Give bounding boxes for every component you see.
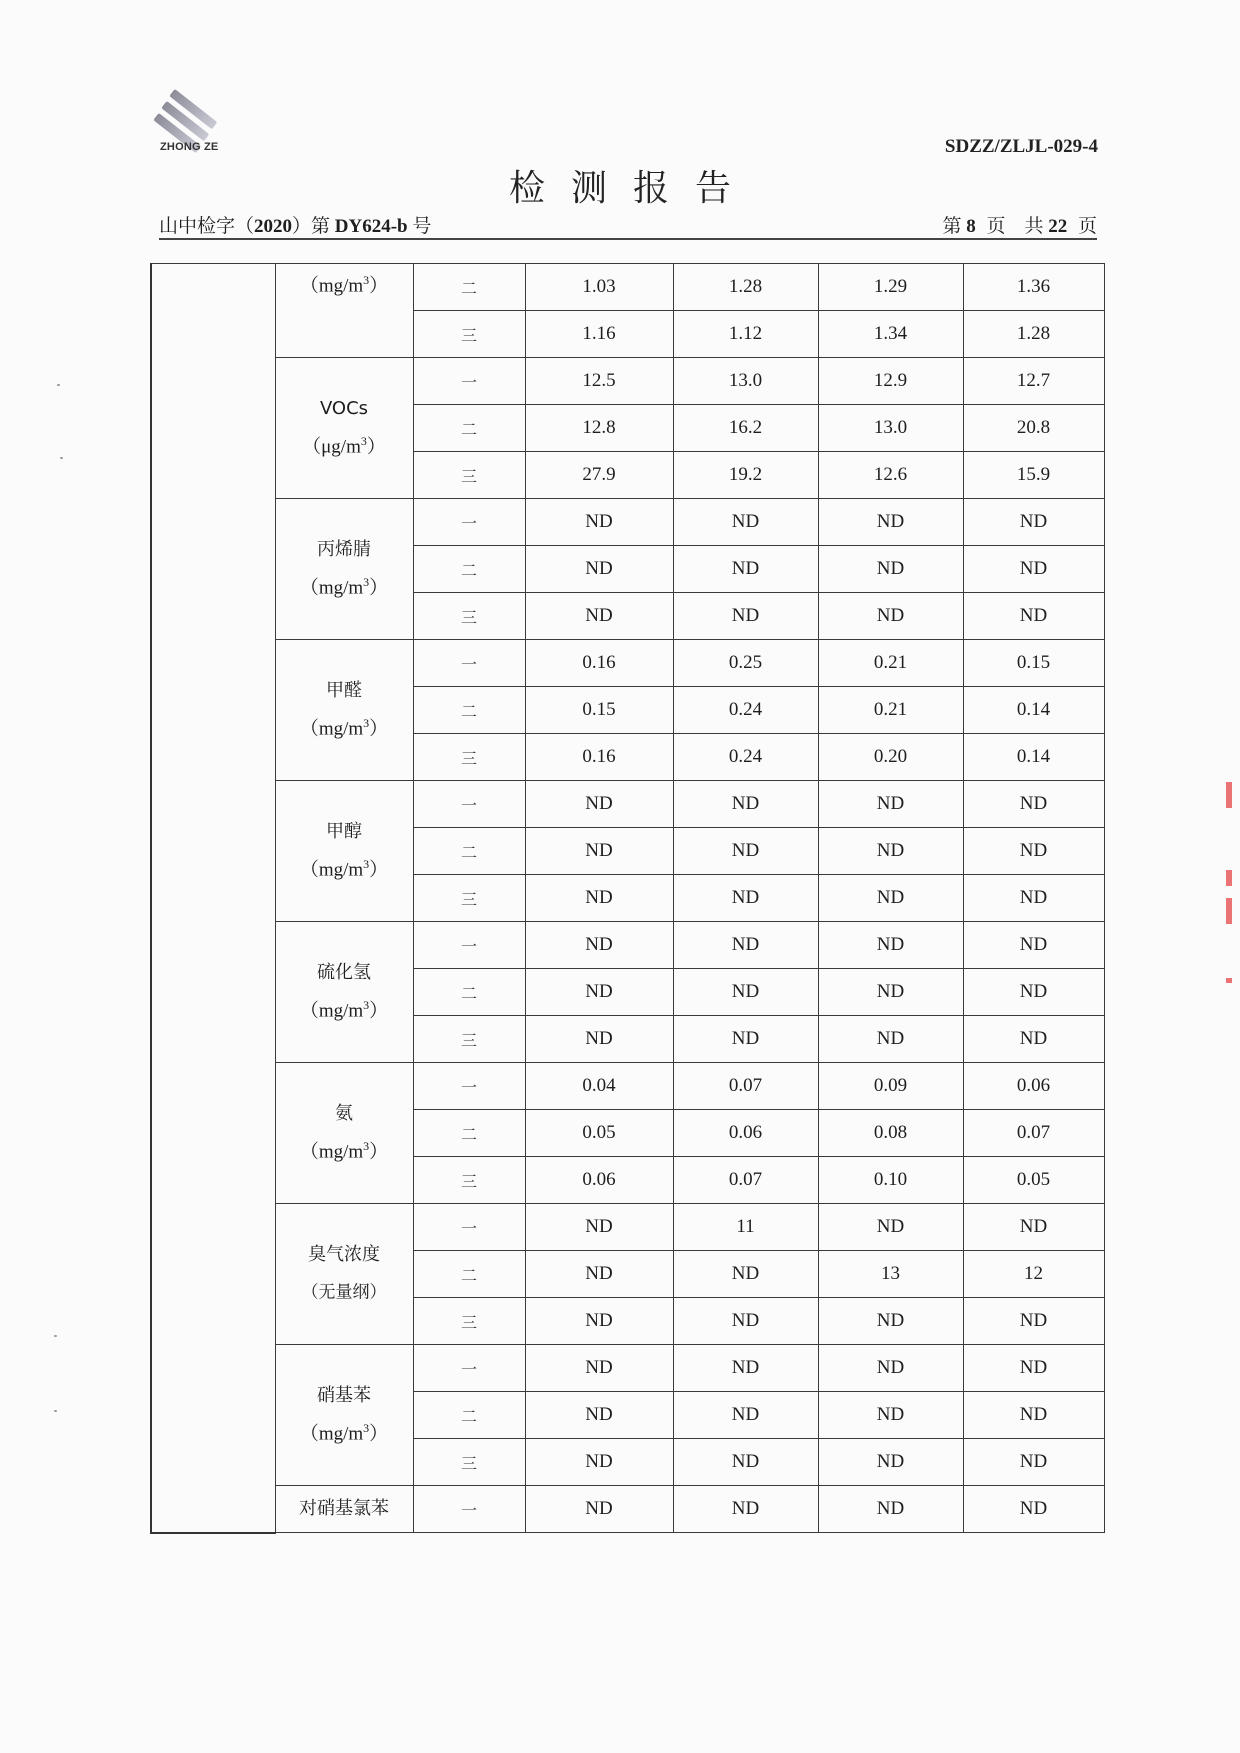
result-value: 12.8 (525, 405, 673, 452)
item-unit (276, 264, 413, 302)
page-label-mid: 页 共 (986, 216, 1044, 237)
table-row (151, 781, 1104, 828)
result-value: ND (818, 969, 963, 1016)
seal-edge-mark (1226, 898, 1232, 924)
page-current: 8 (966, 216, 976, 237)
result-value: ND (525, 1486, 673, 1533)
result-value: ND (963, 1204, 1104, 1251)
report-no-prefix: 山中检字（ (159, 216, 255, 237)
unit-superscript: 3 (363, 273, 370, 287)
result-value: ND (818, 1439, 963, 1486)
result-value: ND (963, 969, 1104, 1016)
table-row (151, 640, 1104, 687)
result-value: ND (525, 922, 673, 969)
table-row (151, 922, 1104, 969)
result-value: ND (963, 1345, 1104, 1392)
result-value: 0.06 (673, 1110, 818, 1157)
result-value: 0.07 (673, 1157, 818, 1204)
result-value: ND (818, 922, 963, 969)
unit-close: ） (366, 436, 386, 458)
result-value: ND (525, 875, 673, 922)
unit-superscript: 3 (363, 997, 370, 1012)
item-cell (275, 499, 413, 640)
sample-sequence: 二 (413, 687, 525, 734)
page-info (936, 211, 1097, 238)
scan-speck (54, 1410, 57, 1412)
result-value: 11 (673, 1204, 818, 1251)
item-cell (275, 1486, 413, 1533)
result-value: 0.16 (525, 734, 673, 781)
result-value: 19.2 (673, 452, 818, 499)
sample-sequence: 二 (413, 1110, 525, 1157)
item-unit (276, 1130, 413, 1168)
result-value: 1.28 (673, 264, 818, 311)
result-value: ND (673, 593, 818, 640)
result-value: ND (673, 1392, 818, 1439)
item-unit (276, 1271, 413, 1309)
sample-sequence: 一 (413, 1204, 525, 1251)
unit-base: （无量纲） (301, 1282, 387, 1303)
result-value: ND (673, 969, 818, 1016)
table-row (151, 1063, 1104, 1110)
item-name: 臭气浓度 (308, 1244, 380, 1266)
unit-close: ） (369, 577, 389, 599)
result-value: ND (673, 828, 818, 875)
item-name: VOCs (319, 397, 369, 419)
result-value: 0.14 (963, 687, 1104, 734)
result-value: ND (525, 1016, 673, 1063)
unit-base: （mg/m (299, 1141, 364, 1163)
result-value: ND (818, 1298, 963, 1345)
result-value: 1.03 (525, 264, 673, 311)
result-value: ND (963, 1439, 1104, 1486)
scan-speck (54, 1335, 57, 1337)
scan-speck (60, 457, 63, 459)
sample-sequence: 三 (413, 734, 525, 781)
sample-sequence: 一 (413, 358, 525, 405)
item-unit (276, 566, 413, 604)
report-header-row (159, 208, 1097, 240)
result-value: ND (525, 781, 673, 828)
result-value: 0.15 (525, 687, 673, 734)
item-cell (275, 264, 413, 358)
item-unit (276, 989, 413, 1027)
sample-sequence: 三 (413, 1016, 525, 1063)
result-value: ND (963, 546, 1104, 593)
result-value: 0.15 (963, 640, 1104, 687)
logo-text: ZHONG ZE (160, 141, 219, 153)
sample-sequence: 一 (413, 922, 525, 969)
result-value: ND (525, 546, 673, 593)
result-value: ND (818, 1392, 963, 1439)
sample-sequence: 一 (413, 499, 525, 546)
result-value: 12.5 (525, 358, 673, 405)
results-table (150, 263, 1105, 1534)
result-value: 0.21 (818, 640, 963, 687)
result-value: 0.08 (818, 1110, 963, 1157)
result-value: ND (525, 499, 673, 546)
result-value: ND (673, 1345, 818, 1392)
sample-sequence: 三 (413, 1157, 525, 1204)
result-value: 0.06 (963, 1063, 1104, 1110)
unit-base: （mg/m (299, 1423, 364, 1445)
unit-close: ） (369, 1000, 389, 1022)
result-value: 1.36 (963, 264, 1104, 311)
result-value: ND (525, 593, 673, 640)
report-number (159, 211, 431, 238)
sample-sequence: 二 (413, 1392, 525, 1439)
unit-superscript: 3 (363, 1138, 370, 1153)
result-value: ND (963, 1392, 1104, 1439)
item-name: 硝基苯 (317, 1384, 371, 1406)
unit-base: （mg/m (299, 718, 364, 740)
result-value: 0.16 (525, 640, 673, 687)
sample-sequence: 三 (413, 1439, 525, 1486)
result-value: 0.07 (673, 1063, 818, 1110)
result-value: ND (963, 828, 1104, 875)
result-value: 1.12 (673, 311, 818, 358)
result-value: 27.9 (525, 452, 673, 499)
page-label-pre: 第 (942, 216, 962, 237)
result-value: ND (963, 499, 1104, 546)
result-value: ND (818, 1016, 963, 1063)
result-value: ND (818, 1345, 963, 1392)
result-value: ND (673, 499, 818, 546)
unit-superscript: 3 (363, 856, 370, 871)
page-label-post: 页 (1077, 216, 1097, 237)
result-value: ND (525, 828, 673, 875)
unit-base: （mg/m (299, 1000, 364, 1022)
result-value: 20.8 (963, 405, 1104, 452)
item-cell (275, 640, 413, 781)
unit-base: （mg/m (299, 275, 364, 297)
item-unit (276, 848, 413, 886)
item-cell (275, 781, 413, 922)
result-value: ND (818, 1486, 963, 1533)
result-value: ND (525, 1298, 673, 1345)
sample-sequence: 三 (413, 1298, 525, 1345)
item-cell (275, 922, 413, 1063)
sample-sequence: 一 (413, 1345, 525, 1392)
unit-superscript: 3 (363, 574, 370, 589)
unit-close: ） (369, 1141, 389, 1163)
result-value: ND (673, 1486, 818, 1533)
sample-sequence: 三 (413, 593, 525, 640)
result-value: ND (963, 781, 1104, 828)
unit-close: ） (369, 859, 389, 881)
result-value: ND (673, 1298, 818, 1345)
report-no-mid: ）第 (292, 216, 335, 237)
page-total: 22 (1048, 216, 1068, 237)
result-value: ND (525, 1392, 673, 1439)
sample-sequence: 二 (413, 969, 525, 1016)
result-value: ND (818, 875, 963, 922)
result-value: 12.9 (818, 358, 963, 405)
result-value: ND (525, 1439, 673, 1486)
sample-sequence: 三 (413, 311, 525, 358)
result-value: ND (963, 1298, 1104, 1345)
page-title: 检测报告 (508, 168, 757, 209)
unit-superscript: 3 (360, 433, 367, 448)
result-value: ND (818, 593, 963, 640)
table-row (151, 1486, 1104, 1533)
unit-base: （μg/m (302, 436, 361, 458)
unit-close: ） (369, 718, 389, 740)
result-value: 0.07 (963, 1110, 1104, 1157)
sample-sequence: 一 (413, 1486, 525, 1533)
sample-sequence: 二 (413, 828, 525, 875)
sample-sequence: 三 (413, 875, 525, 922)
result-value: 12.6 (818, 452, 963, 499)
result-value: 0.25 (673, 640, 818, 687)
seal-edge-mark (1226, 870, 1232, 886)
result-value: 1.16 (525, 311, 673, 358)
report-id: DY624-b (334, 216, 408, 237)
item-name: 硫化氢 (317, 961, 371, 983)
document-code: SDZZ/ZLJL-029-4 (944, 136, 1098, 157)
sample-sequence: 二 (413, 405, 525, 452)
table-row (151, 358, 1104, 405)
table-row (151, 1345, 1104, 1392)
result-value: 0.09 (818, 1063, 963, 1110)
result-value: ND (963, 593, 1104, 640)
result-value: 13.0 (818, 405, 963, 452)
result-value: ND (818, 1204, 963, 1251)
seal-edge-mark (1226, 782, 1232, 808)
unit-base: （mg/m (299, 859, 364, 881)
result-value: ND (525, 1345, 673, 1392)
sample-sequence: 一 (413, 640, 525, 687)
result-value: 12.7 (963, 358, 1104, 405)
sample-sequence: 二 (413, 546, 525, 593)
result-value: 0.05 (963, 1157, 1104, 1204)
scan-speck (57, 384, 60, 386)
table-row (151, 1204, 1104, 1251)
result-value: ND (963, 1016, 1104, 1063)
result-value: 0.04 (525, 1063, 673, 1110)
item-unit (276, 1412, 413, 1450)
result-value: 0.10 (818, 1157, 963, 1204)
result-value: 12 (963, 1251, 1104, 1298)
result-value: 0.14 (963, 734, 1104, 781)
result-value: ND (673, 922, 818, 969)
unit-superscript: 3 (363, 1420, 370, 1435)
item-unit (276, 707, 413, 745)
result-value: ND (818, 828, 963, 875)
item-name: 氨 (335, 1102, 353, 1124)
item-cell (275, 358, 413, 499)
sample-sequence: 一 (413, 1063, 525, 1110)
result-value: 13.0 (673, 358, 818, 405)
sample-sequence: 一 (413, 781, 525, 828)
result-value: 1.29 (818, 264, 963, 311)
result-value: ND (673, 1016, 818, 1063)
unit-base: （mg/m (299, 577, 364, 599)
sample-sequence: 三 (413, 452, 525, 499)
result-value: ND (525, 1251, 673, 1298)
sample-sequence: 二 (413, 1251, 525, 1298)
unit-superscript: 3 (363, 715, 370, 730)
table-row (151, 499, 1104, 546)
result-value: ND (673, 781, 818, 828)
item-unit (276, 425, 413, 463)
report-no-suffix: 号 (407, 216, 432, 237)
result-value: ND (818, 546, 963, 593)
item-name: 对硝基氯苯 (299, 1498, 389, 1519)
category-cell (151, 264, 275, 1533)
item-name: 丙烯腈 (317, 538, 371, 560)
unit-close: ） (369, 275, 389, 297)
result-value: 0.24 (673, 734, 818, 781)
report-year: 2020 (254, 216, 293, 237)
result-value: 16.2 (673, 405, 818, 452)
result-value: ND (673, 1439, 818, 1486)
item-cell (275, 1204, 413, 1345)
result-value: 1.34 (818, 311, 963, 358)
result-value: ND (963, 1486, 1104, 1533)
result-value: ND (963, 922, 1104, 969)
result-value: 0.06 (525, 1157, 673, 1204)
item-cell (275, 1345, 413, 1486)
table-row (151, 264, 1104, 311)
unit-close: ） (369, 1423, 389, 1445)
result-value: 15.9 (963, 452, 1104, 499)
result-value: ND (673, 875, 818, 922)
result-value: 0.05 (525, 1110, 673, 1157)
seal-edge-mark (1226, 978, 1232, 983)
sample-sequence: 二 (413, 264, 525, 311)
result-value: ND (673, 1251, 818, 1298)
result-value: 13 (818, 1251, 963, 1298)
result-value: 0.20 (818, 734, 963, 781)
result-value: ND (818, 499, 963, 546)
result-value: 0.24 (673, 687, 818, 734)
result-value: ND (525, 969, 673, 1016)
result-value: ND (673, 546, 818, 593)
result-value: 1.28 (963, 311, 1104, 358)
result-value: ND (963, 875, 1104, 922)
item-cell (275, 1063, 413, 1204)
result-value: ND (818, 781, 963, 828)
result-value: 0.21 (818, 687, 963, 734)
item-name: 甲醇 (326, 820, 362, 842)
result-value: ND (525, 1204, 673, 1251)
item-name: 甲醛 (326, 679, 362, 701)
